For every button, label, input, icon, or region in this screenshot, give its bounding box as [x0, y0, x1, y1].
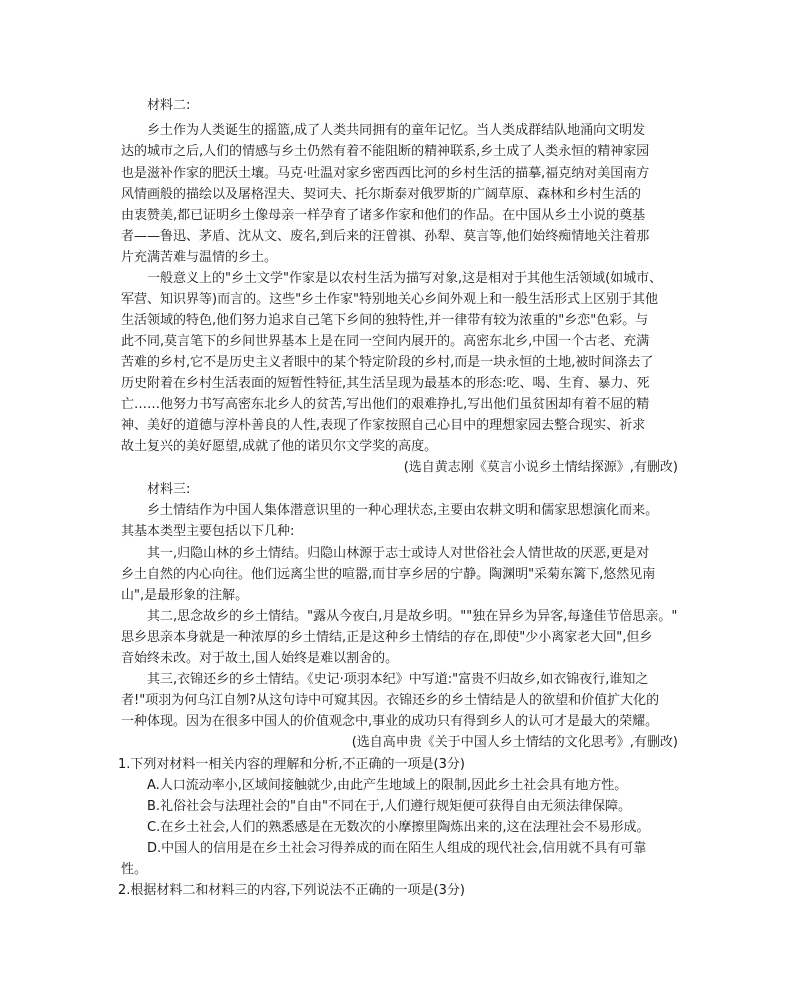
option-a: A.人口流动率小,区域间接触就少,由此产生地域上的限制,因此乡土社会具有地方性。	[147, 778, 628, 793]
paragraph-line: 山",是最形象的注解。	[121, 588, 249, 603]
paragraph-line: 苦难的乡村,它不是历史主义者眼中的某个特定阶段的乡村,而是一块永恒的土地,被时间涤去了	[121, 355, 654, 370]
paragraph-line: 生活领域的特色,他们努力追求自己笔下乡间的独特性,并一律带有较为浓重的"乡恋"色彩。与	[121, 313, 649, 328]
paragraph-line: 亡……他努力书写高密东北乡人的贫苦,写出他们的艰难挣扎,写出他们虽贫困却有着不屈的精	[121, 397, 650, 412]
option-d: D.中国人的信用是在乡土社会习得养成的而在陌生人组成的现代社会,信用就不具有可靠	[147, 841, 647, 856]
paragraph-line: 军营、知识界等)而言的。这些"乡土作家"特别地关心乡间外观上和一般生活形式上区别于其他	[121, 292, 659, 307]
question-1-stem: 1.下列对材料一相关内容的理解和分析,不正确的一项是(3分)	[118, 757, 465, 772]
paragraph-line: 历史附着在乡村生活表面的短暂性特征,其生活呈现为最基本的形态:吃、喝、生育、暴力、死	[121, 376, 650, 391]
paragraph-line: 神、美好的道德与淳朴善良的人性,表现了作家按照自己心目中的理想家园去整合现实、祈求	[121, 418, 646, 433]
paragraph-line: 其一,归隐山林的乡土情结。归隐山林源于志士或诗人对世俗社会人情世故的厌恶,更是对	[147, 546, 650, 561]
paragraph-line: 片充满苦难与温情的乡土。	[121, 250, 278, 265]
paragraph-line: 乡土自然的内心向往。他们远离尘世的喧嚣,而甘享乡居的宁静。陶渊明"采菊东篱下,悠然见南	[121, 567, 656, 582]
material2-source: (选自黄志刚《莫言小说乡土情结探源》,有删改)	[403, 460, 678, 475]
paragraph-line: 乡土情结作为中国人集体潜意识里的一种心理状态,主要由农耕文明和儒家思想演化而来。	[147, 503, 659, 518]
paragraph-line: 故土复兴的美好愿望,成就了他的诺贝尔文学奖的高度。	[121, 439, 438, 454]
paragraph-line: 者!"项羽为何乌江自刎?从这句诗中可窥其因。衣锦还乡的乡土情结是人的欲望和价值扩大化的	[121, 693, 660, 708]
option-b: B.礼俗社会与法理社会的"自由"不同在于,人们遵行规矩便可获得自由无须法律保障。	[147, 799, 632, 814]
paragraph-line: 其二,思念故乡的乡土情结。"露从今夜白,月是故乡明。""独在异乡为异客,每逢佳节倍思亲。"	[147, 609, 678, 624]
paragraph-line: 乡土作为人类诞生的摇篮,成了人类共同拥有的童年记忆。当人类成群结队地涌向文明发	[147, 123, 646, 138]
paragraph-line: 达的城市之后,人们的情感与乡土仍然有着不能阻断的精神联系,乡土成了人类永恒的精神家园	[121, 144, 650, 159]
paragraph-line: 此不同,莫言笔下的乡间世界基本上是在同一空间内展开的。高密东北乡,中国一个古老、充满	[121, 334, 650, 349]
paragraph-line: 风情画般的描绘以及屠格涅夫、契诃夫、托尔斯泰对俄罗斯的广阔草原、森林和乡村生活的	[121, 187, 642, 202]
paragraph-line: 思乡思亲本身就是一种浓厚的乡土情结,正是这种乡土情结的存在,即使"少小离家老大回",但乡	[121, 630, 653, 645]
material3-source: (选自高申贵《关于中国人乡土情结的文化思考》,有删改)	[351, 735, 678, 750]
paragraph-line: 者——鲁迅、茅盾、沈从文、废名,到后来的汪曾祺、孙犁、莫言等,他们始终痴情地关注着那	[121, 229, 650, 244]
question-2-stem: 2.根据材料二和材料三的内容,下列说法不正确的一项是(3分)	[118, 883, 465, 898]
paragraph-line: 音始终未改。对于故土,国人始终是难以割舍的。	[121, 651, 399, 666]
paragraph-line: 也是滋补作家的肥沃土壤。马克·吐温对家乡密西西比河的乡村生活的描摹,福克纳对美国南方	[121, 166, 650, 181]
option-d-continued: 性。	[121, 862, 148, 877]
paragraph-line: 由衷赞美,都已证明乡土像母亲一样孕育了诸多作家和他们的作品。在中国从乡土小说的奠基	[121, 208, 646, 223]
paragraph-line: 一种体现。因为在很多中国人的价值观念中,事业的成功只有得到乡人的认可才是最大的荣耀。	[121, 714, 659, 729]
option-c: C.在乡土社会,人们的熟悉感是在无数次的小摩擦里陶炼出来的,这在法理社会不易形成。	[147, 820, 650, 835]
paragraph-line: 其三,衣锦还乡的乡土情结。《史记·项羽本纪》中写道:"富贵不归故乡,如衣锦夜行,谁知之	[147, 672, 649, 687]
material2-heading: 材料二:	[147, 98, 191, 113]
material3-heading: 材料三:	[147, 482, 191, 497]
paragraph-line: 其基本类型主要包括以下几种:	[121, 524, 295, 539]
paragraph-line: 一般意义上的"乡土文学"作家是以农村生活为描写对象,这是相对于其他生活领域(如城市、	[147, 271, 663, 286]
